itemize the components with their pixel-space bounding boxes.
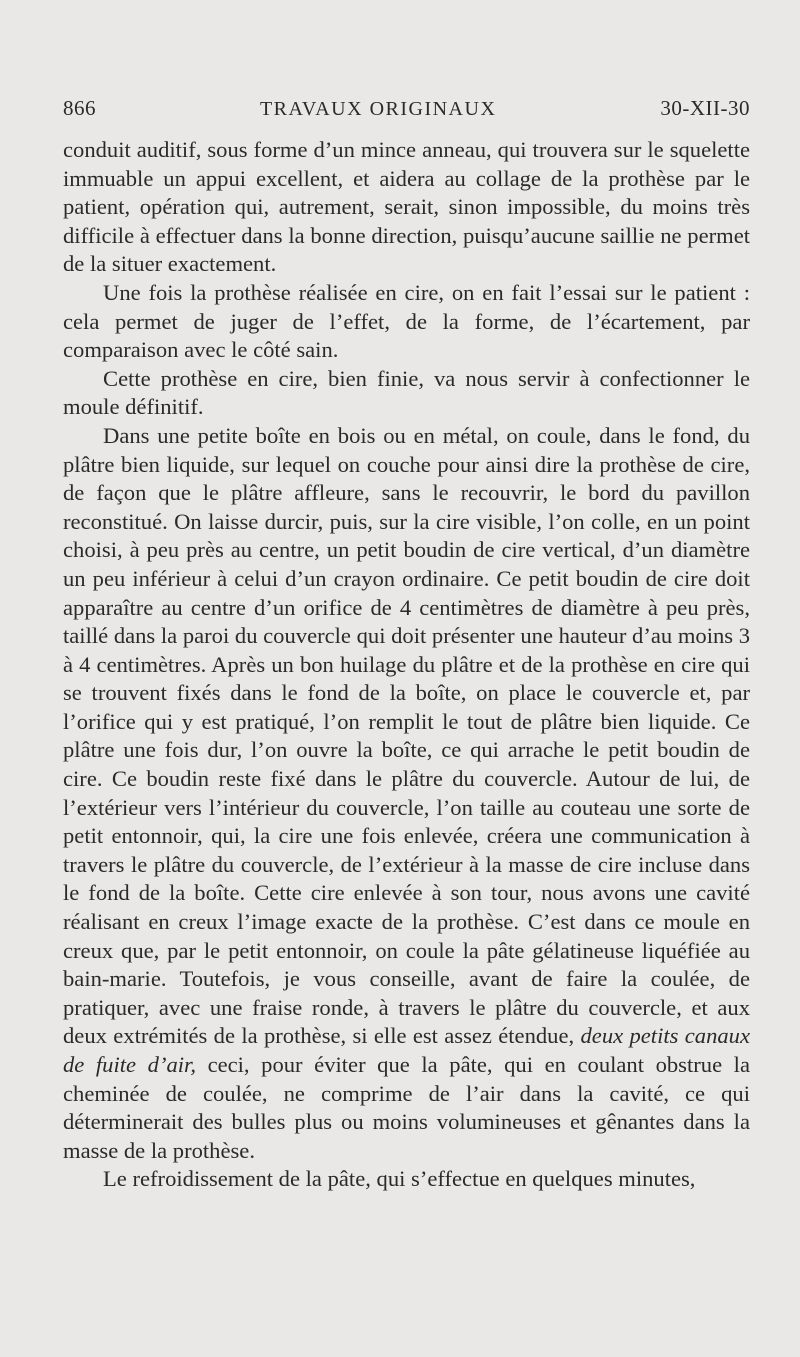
paragraph-mould-procedure xyxy=(63,422,750,1165)
issue-date: 30-XII-30 xyxy=(660,96,750,120)
running-title: TRAVAUX ORIGINAUX xyxy=(259,98,497,120)
body-text xyxy=(63,136,750,1194)
paragraph-continued: conduit auditif, sous forme d’un mince anneau, qui trouvera sur le squelette immuable un appui excellent, et aidera au collage de la prothèse par le patient, opération qui, autrement, serait, sinon impossible, du moins très difficile à effectuer dans la bonne direction, puisqu’aucune saillie ne permet de la situer exactement. xyxy=(63,137,750,277)
mould-text-before: Dans une petite boîte en bois ou en métal, on coule, dans le fond, du plâtre bien liquide, sur lequel on couche pour ainsi dire la prothèse de cire, de façon que le plâtre affleure, sans le recouvrir, le bord du pavillon reconstitué. On laisse durcir, puis, sur la cire visible, l’on colle, en un point choisi, à peu près au centre, un petit boudin de cire vertical, d’un diamètre un peu inférieur à celui d’un crayon ordinaire. Ce petit boudin de cire doit apparaître au centre d’un orifice de 4 centimètres de diamètre à peu près, taillé dans la paroi du couvercle qui doit présenter une hauteur d’au moins 3 à 4 centimètres. Après un bon huilage du plâtre et de la prothèse en cire qui se trouvent fixés dans le fond de la boîte, on place le couvercle et, par l’orifice qui y est pratiqué, l’on remplit le tout de plâtre bien liquide. Ce plâtre une fois dur, l’on ouvre la boîte, ce qui arrache le petit boudin de cire. Ce boudin reste fixé dans le plâtre du couvercle. Autour de lui, de l’extérieur vers l’intérieur du couvercle, l’on taille au couteau une sorte de petit entonnoir, qui, la cire une fois enlevée, créera une communication à travers le plâtre du couvercle, de l’extérieur à la masse de cire incluse dans le fond de la boîte. Cette cire enlevée à son tour, nous avons une cavité réalisant en creux l’image exacte de la prothèse. C’est dans ce moule en creux que, par le petit entonnoir, on coule la pâte gélatineuse liquéfiée au bain-marie. Toutefois, je vous conseille, avant de faire la coulée, de pratiquer, avec une fraise ronde, à travers le plâtre du couvercle, et aux deux extrémités de la prothèse, si elle est assez étendue, xyxy=(63,422,751,1049)
paragraph-wax-trial: Une fois la prothèse réalisée en cire, on en fait l’essai sur le patient : cela permet de juger de l’effet, de la forme, de l’écartement, par comparaison avec le côté sain. xyxy=(63,279,750,363)
paragraph-cooling: Le refroidissement de la pâte, qui s’effectue en quelques minutes, xyxy=(103,1166,696,1192)
mould-text-italic: deux petits canaux de fuite d’air, xyxy=(63,1023,751,1077)
page-number: 866 xyxy=(63,96,96,120)
mould-text-after: ceci, pour éviter que la pâte, qui en coulant obstrue la cheminée de coulée, ne comprime de l’air dans la cavité, ce qui déterminerait des bulles plus ou moins volumineuses et gênantes dans la masse de la prothèse. xyxy=(63,1052,750,1163)
paragraph-wax-prosthesis: Cette prothèse en cire, bien finie, va nous servir à confectionner le moule définitif. xyxy=(63,365,750,420)
running-head xyxy=(63,96,750,136)
